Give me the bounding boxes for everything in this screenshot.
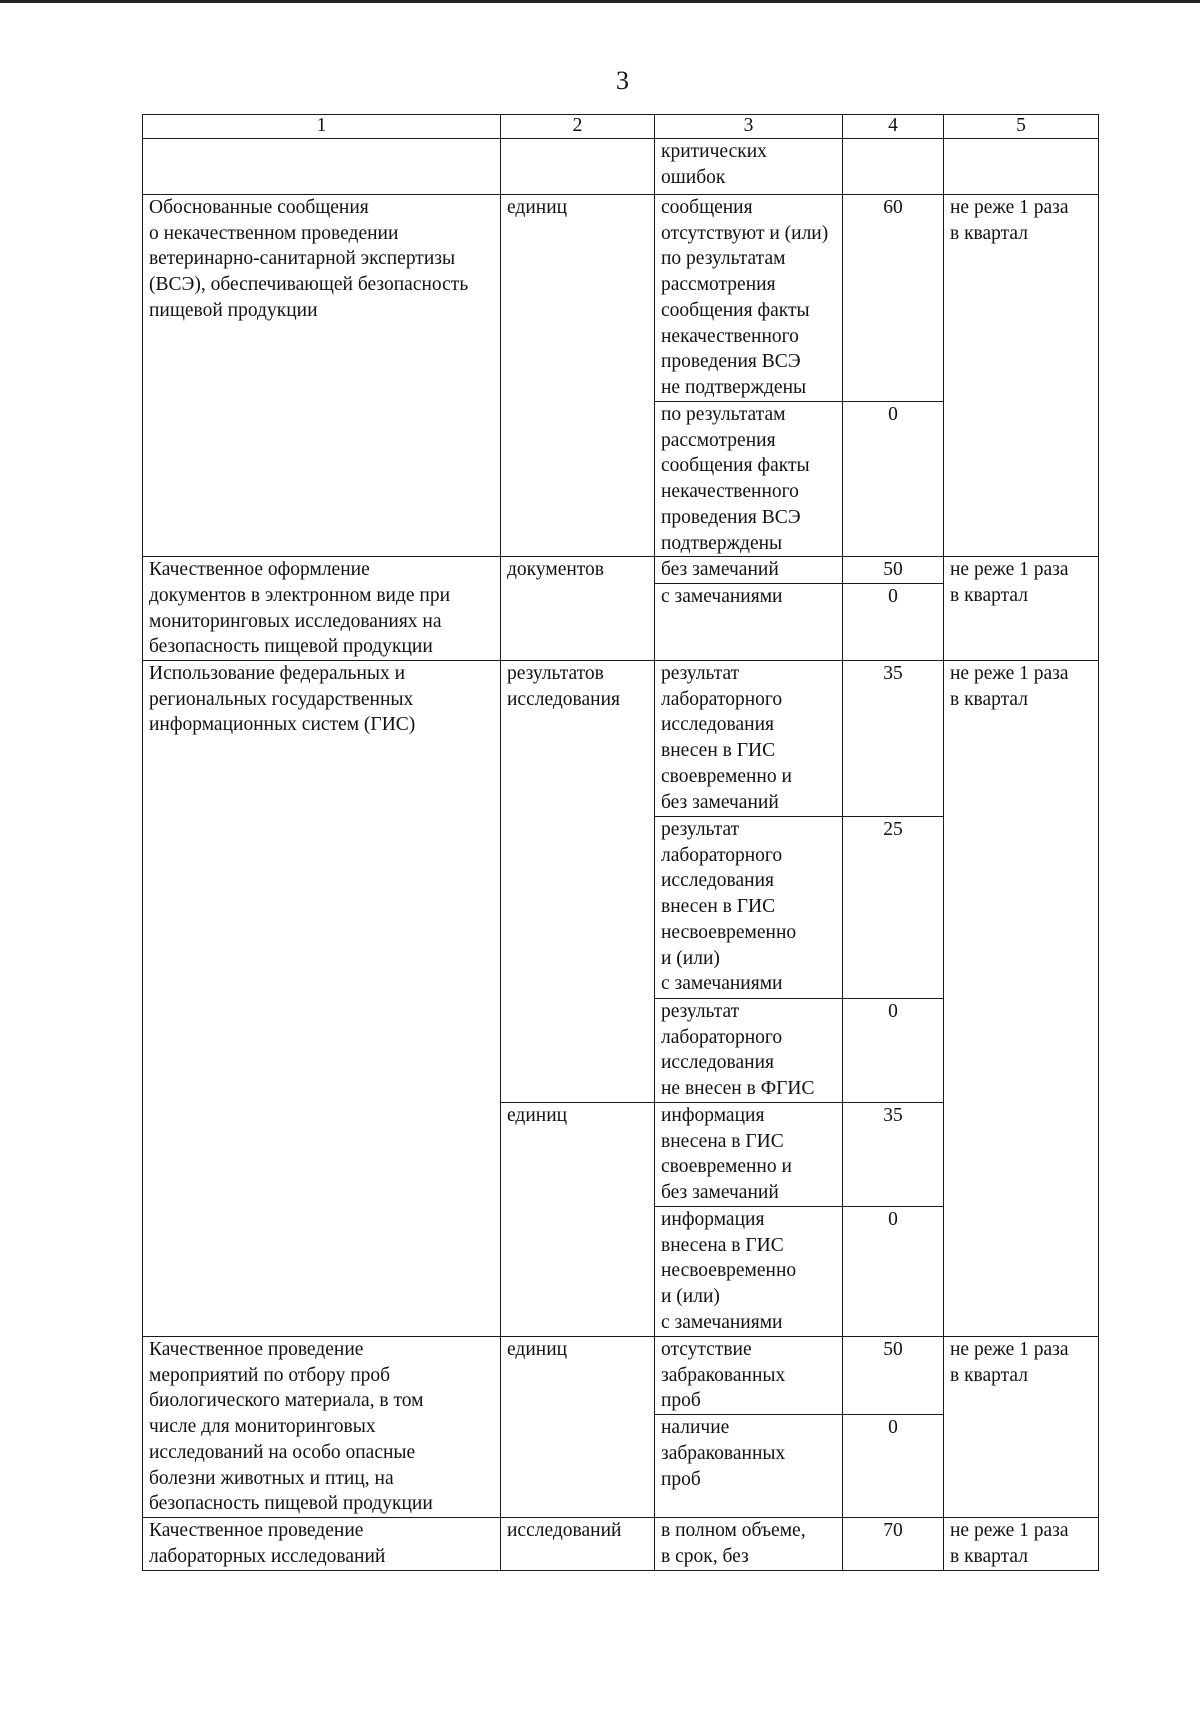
score-cell: 25 (843, 817, 944, 999)
indicators-table (142, 114, 1099, 1571)
criterion-cell: результат лабораторного исследования не внесен в ФГИС (655, 999, 843, 1103)
criterion-cell: результат лабораторного исследования внесен в ГИС своевременно и без замечаний (655, 661, 843, 817)
indicator-cell: Качественное оформление документов в электронном виде при мониторинговых исследованиях на безопасность пищевой продукции (143, 557, 501, 661)
criterion-cell: без замечаний (655, 557, 843, 584)
unit-cell: единиц (501, 1337, 655, 1518)
indicator-cell: Обоснованные сообщения о некачественном проведении ветеринарно-санитарной экспертизы (ВСЭ), обеспечивающей безопасность пищевой продукции (143, 195, 501, 557)
score-cell: 0 (843, 1415, 944, 1518)
top-border-line (0, 0, 1200, 3)
score-cell: 0 (843, 402, 944, 557)
column-header-3: 3 (655, 115, 843, 139)
column-header-5: 5 (944, 115, 1099, 139)
indicator-cell: Качественное проведение лабораторных исследований (143, 1518, 501, 1570)
unit-cell: исследований (501, 1518, 655, 1570)
criterion-cell: с замечаниями (655, 583, 843, 660)
table-header-row (143, 115, 1099, 139)
table-row (143, 1337, 1099, 1415)
score-cell: 50 (843, 1337, 944, 1415)
table-row (143, 661, 1099, 817)
criterion-cell: наличие забракованных проб (655, 1415, 843, 1518)
score-cell: 35 (843, 1103, 944, 1207)
periodicity-cell: не реже 1 раза в квартал (944, 195, 1099, 557)
score-cell: 0 (843, 1207, 944, 1337)
criterion-cell: информация внесена в ГИС несвоевременно и (или) с замечаниями (655, 1207, 843, 1337)
table-row (143, 557, 1099, 584)
score-cell: 60 (843, 195, 944, 402)
table-row (143, 139, 1099, 195)
periodicity-cell: не реже 1 раза в квартал (944, 1337, 1099, 1518)
score-cell: 70 (843, 1518, 944, 1570)
indicator-cell: Использование федеральных и региональных государственных информационных систем (ГИС) (143, 661, 501, 1337)
unit-cell (501, 139, 655, 195)
criterion-cell: сообщения отсутствуют и (или) по результатам рассмотрения сообщения факты некачественного проведения ВСЭ не подтверждены (655, 195, 843, 402)
periodicity-cell: не реже 1 раза в квартал (944, 1518, 1099, 1570)
score-cell: 0 (843, 999, 944, 1103)
column-header-1: 1 (143, 115, 501, 139)
periodicity-cell: не реже 1 раза в квартал (944, 661, 1099, 1337)
criterion-cell: результат лабораторного исследования внесен в ГИС несвоевременно и (или) с замечаниями (655, 817, 843, 999)
periodicity-cell (944, 139, 1099, 195)
unit-cell: единиц (501, 1103, 655, 1337)
criterion-cell: критических ошибок (655, 139, 843, 195)
criterion-cell: в полном объеме, в срок, без (655, 1518, 843, 1570)
column-header-4: 4 (843, 115, 944, 139)
criterion-cell: по результатам рассмотрения сообщения факты некачественного проведения ВСЭ подтверждены (655, 402, 843, 557)
unit-cell: результатов исследования (501, 661, 655, 1103)
table-row (143, 1518, 1099, 1570)
score-cell: 0 (843, 583, 944, 660)
score-cell: 50 (843, 557, 944, 584)
periodicity-cell: не реже 1 раза в квартал (944, 557, 1099, 661)
unit-cell: документов (501, 557, 655, 661)
indicator-cell (143, 139, 501, 195)
page-number: 3 (616, 66, 629, 95)
table-row (143, 195, 1099, 402)
criterion-cell: отсутствие забракованных проб (655, 1337, 843, 1415)
unit-cell: единиц (501, 195, 655, 557)
score-cell: 35 (843, 661, 944, 817)
score-cell (843, 139, 944, 195)
indicator-cell: Качественное проведение мероприятий по отбору проб биологического материала, в том числе для мониторинговых исследований на особо опасные болезни животных и птиц, на безопасность пищевой продукции (143, 1337, 501, 1518)
column-header-2: 2 (501, 115, 655, 139)
criterion-cell: информация внесена в ГИС своевременно и без замечаний (655, 1103, 843, 1207)
